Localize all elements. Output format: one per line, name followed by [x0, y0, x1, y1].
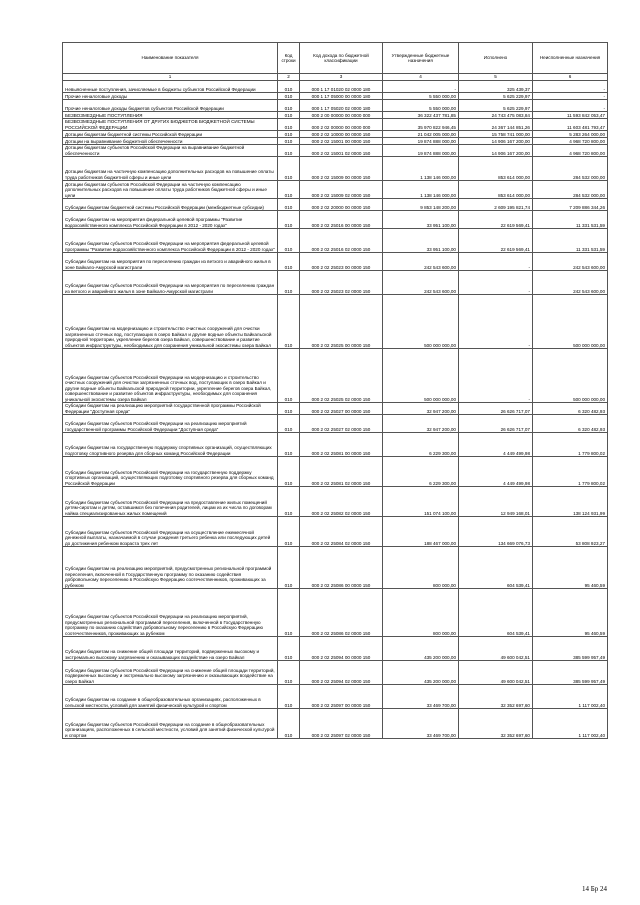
- row-name-cell: Субсидии бюджетам субъектов Российской Федерации на государственную поддержку спортивных организаций, осуществляющих подготовку спортивного резерва для сборных команд Российской Федерации: [63, 457, 278, 487]
- table-row: [63, 517, 608, 547]
- row-rest-cell: 5 283 264 000,00: [533, 131, 608, 138]
- row-name-cell: Субсидии бюджетам на мероприятия федеральной целевой программы "Развитие водохозяйственного комплекса Российской Федерации в 2012 - 2020 годах": [63, 211, 278, 229]
- row-code-cell: 010: [278, 433, 300, 457]
- row-done-cell: 49 600 042,51: [459, 637, 533, 661]
- row-done-cell: 2 609 195 821,74: [459, 199, 533, 211]
- row-code-cell: 010: [278, 211, 300, 229]
- row-kbk-cell: 000 1 17 05000 00 0000 180: [300, 93, 383, 100]
- row-approved-cell: 9 853 148 200,00: [383, 199, 459, 211]
- row-approved-cell: 800 000,00: [383, 589, 459, 637]
- row-done-cell: 14 906 167 200,00: [459, 138, 533, 145]
- row-kbk-cell: 000 2 02 10000 00 0000 150: [300, 131, 383, 138]
- col-header-approved: Утвержденные бюджетные назначения: [383, 43, 459, 74]
- table-row: [63, 157, 608, 181]
- row-rest-cell: 385 599 957,49: [533, 637, 608, 661]
- row-kbk-cell: 000 2 02 25082 02 0000 150: [300, 487, 383, 517]
- row-code-cell: 010: [278, 349, 300, 403]
- row-kbk-cell: 000 2 00 00000 00 0000 000: [300, 112, 383, 119]
- row-rest-cell: 1 779 800,02: [533, 457, 608, 487]
- row-approved-cell: 21 042 005 000,00: [383, 131, 459, 138]
- row-approved-cell: 33 469 700,00: [383, 709, 459, 739]
- row-done-cell: 853 614 000,00: [459, 157, 533, 181]
- row-code-cell: 010: [278, 119, 300, 131]
- row-kbk-cell: 000 2 02 25084 02 0000 150: [300, 517, 383, 547]
- row-approved-cell: 33 951 100,00: [383, 211, 459, 229]
- row-code-cell: 010: [278, 415, 300, 433]
- row-approved-cell: 242 543 600,00: [383, 271, 459, 295]
- row-kbk-cell: 000 2 02 25081 02 0000 150: [300, 457, 383, 487]
- row-code-cell: 010: [278, 199, 300, 211]
- col-number: 1: [63, 74, 278, 81]
- row-approved-cell: 242 543 600,00: [383, 253, 459, 271]
- row-code-cell: 010: [278, 487, 300, 517]
- row-done-cell: 4 449 499,98: [459, 433, 533, 457]
- row-done-cell: 134 669 076,73: [459, 517, 533, 547]
- row-code-cell: 010: [278, 457, 300, 487]
- col-header-name: Наименование показателя: [63, 43, 278, 74]
- column-number-row: [63, 74, 608, 81]
- row-done-cell: 853 614 000,00: [459, 181, 533, 199]
- table-row: [63, 131, 608, 138]
- row-kbk-cell: 000 2 02 25097 02 0000 150: [300, 709, 383, 739]
- row-name-cell: БЕЗВОЗМЕЗДНЫЕ ПОСТУПЛЕНИЯ: [63, 112, 278, 119]
- table-row: [63, 295, 608, 349]
- table-row: [63, 709, 608, 739]
- row-kbk-cell: 000 2 02 25097 00 0000 150: [300, 685, 383, 709]
- row-code-cell: 010: [278, 145, 300, 157]
- row-approved-cell: 5 550 000,00: [383, 93, 459, 100]
- table-row: [63, 81, 608, 93]
- col-number: 5: [459, 74, 533, 81]
- row-rest-cell: 385 599 957,49: [533, 661, 608, 685]
- row-approved-cell: 6 229 300,00: [383, 433, 459, 457]
- row-rest-cell: 242 543 600,00: [533, 253, 608, 271]
- row-name-cell: Субсидии бюджетам субъектов Российской Федерации на предоставление жилых помещений детям-сиротам и детям, оставшимся без попечения родителей, лицам из их числа по договорам найма специализированных жилых помещений: [63, 487, 278, 517]
- row-code-cell: 010: [278, 517, 300, 547]
- col-number: 6: [533, 74, 608, 81]
- row-done-cell: -: [459, 349, 533, 403]
- row-rest-cell: 6 320 482,93: [533, 403, 608, 415]
- table-row: [63, 138, 608, 145]
- row-approved-cell: 19 874 888 000,00: [383, 138, 459, 145]
- row-name-cell: Субсидии бюджетам субъектов Российской Федерации на снижение общей площади территорий, подверженных высокому и экстремально высокому загрязнению и оказывающих воздействие на озеро Байкал: [63, 661, 278, 685]
- row-name-cell: Субсидии бюджетам на реализацию мероприятий, предусмотренных региональной программой переселения, включенной в Государственную программу по оказанию содействия добровольному переселению в Российскую Федерацию соотечественников, проживающих за рубежом: [63, 547, 278, 589]
- row-kbk-cell: 000 2 02 25025 02 0000 150: [300, 349, 383, 403]
- col-header-kbk: Код дохода по бюджетной классификации: [300, 43, 383, 74]
- row-kbk-cell: 000 2 02 25027 00 0000 150: [300, 403, 383, 415]
- table-row: [63, 433, 608, 457]
- table-row: [63, 349, 608, 403]
- row-done-cell: 12 949 168,01: [459, 487, 533, 517]
- row-done-cell: 604 539,41: [459, 547, 533, 589]
- row-done-cell: 24 367 144 851,26: [459, 119, 533, 131]
- row-name-cell: Субсидии бюджетам на модернизацию и строительство очистных сооружений для очистки загрязненных сточных вод, поступающих в озеро Байкал и другие водные объекты Байкальской природной территории, укрепление берегов озера Байкал, совершенствование и развитие объектов инфраструктуры, необходимых для сохранения уникальной экосистемы озера Байкал: [63, 295, 278, 349]
- row-code-cell: 010: [278, 229, 300, 253]
- table-row: [63, 661, 608, 685]
- row-code-cell: 010: [278, 131, 300, 138]
- table-row: [63, 145, 608, 157]
- row-code-cell: 010: [278, 157, 300, 181]
- row-name-cell: Субсидии бюджетам субъектов Российской Федерации на создание в общеобразовательных организациях, расположенных в сельской местности, условий для занятий физической культурой и спортом: [63, 709, 278, 739]
- row-name-cell: Субсидии бюджетам на мероприятия по переселению граждан из ветхого и аварийного жилья в зоне Байкало-Амурской магистрали: [63, 253, 278, 271]
- row-rest-cell: 138 124 931,99: [533, 487, 608, 517]
- row-rest-cell: 95 460,59: [533, 547, 608, 589]
- row-approved-cell: 151 074 100,00: [383, 487, 459, 517]
- row-done-cell: 32 352 697,60: [459, 709, 533, 739]
- row-name-cell: Субсидии бюджетам субъектов Российской Федерации на реализацию мероприятий, предусмотренных региональной программой переселения, включенной в Государственную программу по оказанию содействия добровольному переселению в Российскую Федерацию соотечественников, проживающих за рубежом: [63, 589, 278, 637]
- row-name-cell: Субсидии бюджетам на снижение общей площади территорий, подверженных высокому и экстремально высокому загрязнению и оказывающих воздействие на озеро Байкал: [63, 637, 278, 661]
- row-kbk-cell: 000 2 02 25016 00 0000 150: [300, 211, 383, 229]
- row-done-cell: 604 539,41: [459, 589, 533, 637]
- row-approved-cell: 435 200 000,00: [383, 661, 459, 685]
- row-code-cell: 010: [278, 138, 300, 145]
- row-code-cell: 010: [278, 100, 300, 112]
- row-name-cell: Дотации бюджетам бюджетной системы Российской Федерации: [63, 131, 278, 138]
- table-row: [63, 100, 608, 112]
- row-rest-cell: 4 968 720 800,00: [533, 138, 608, 145]
- col-header-rest: Неисполненные назначения: [533, 43, 608, 74]
- row-rest-cell: 284 532 000,00: [533, 157, 608, 181]
- col-number: 3: [300, 74, 383, 81]
- row-name-cell: Субсидии бюджетам на создание в общеобразовательных организациях, расположенных в сельской местности, условий для занятий физической культурой и спортом: [63, 685, 278, 709]
- row-approved-cell: 32 947 200,00: [383, 403, 459, 415]
- row-kbk-cell: 000 2 02 25023 02 0000 150: [300, 271, 383, 295]
- row-rest-cell: 11 603 481 793,47: [533, 119, 608, 131]
- row-approved-cell: 36 322 437 781,85: [383, 112, 459, 119]
- table-row: [63, 112, 608, 119]
- row-rest-cell: -: [533, 100, 608, 112]
- row-kbk-cell: 000 1 17 05020 02 0000 180: [300, 100, 383, 112]
- row-code-cell: 010: [278, 271, 300, 295]
- row-done-cell: -: [459, 271, 533, 295]
- table-row: [63, 685, 608, 709]
- row-code-cell: 010: [278, 709, 300, 739]
- row-kbk-cell: 000 2 02 15001 02 0000 150: [300, 145, 383, 157]
- row-kbk-cell: 000 2 02 25094 00 0000 150: [300, 637, 383, 661]
- row-done-cell: 4 449 499,98: [459, 457, 533, 487]
- row-kbk-cell: 000 2 02 15009 02 0000 150: [300, 181, 383, 199]
- row-name-cell: Дотации бюджетам субъектов Российской Федерации на выравнивание бюджетной обеспеченности: [63, 145, 278, 157]
- table-row: [63, 637, 608, 661]
- row-kbk-cell: 000 2 02 25094 02 0000 150: [300, 661, 383, 685]
- row-rest-cell: 11 331 531,59: [533, 211, 608, 229]
- row-code-cell: 010: [278, 637, 300, 661]
- row-approved-cell: -: [383, 81, 459, 93]
- row-kbk-cell: 000 2 02 25086 02 0000 150: [300, 589, 383, 637]
- col-header-code: Код строки: [278, 43, 300, 74]
- row-name-cell: Прочие неналоговые доходы: [63, 93, 278, 100]
- row-approved-cell: 800 000,00: [383, 547, 459, 589]
- row-done-cell: 325 439,37: [459, 81, 533, 93]
- row-kbk-cell: 000 2 02 25081 00 0000 150: [300, 433, 383, 457]
- row-kbk-cell: 000 2 02 25027 02 0000 150: [300, 415, 383, 433]
- table-row: [63, 415, 608, 433]
- row-code-cell: 010: [278, 295, 300, 349]
- row-code-cell: 010: [278, 547, 300, 589]
- row-name-cell: Дотации на выравнивание бюджетной обеспеченности: [63, 138, 278, 145]
- table-row: [63, 93, 608, 100]
- table-row: [63, 199, 608, 211]
- table-row: [63, 211, 608, 229]
- table-row: [63, 271, 608, 295]
- col-header-done: Исполнено: [459, 43, 533, 74]
- row-name-cell: БЕЗВОЗМЕЗДНЫЕ ПОСТУПЛЕНИЯ ОТ ДРУГИХ БЮДЖЕТОВ БЮДЖЕТНОЙ СИСТЕМЫ РОССИЙСКОЙ ФЕДЕРАЦИИ: [63, 119, 278, 131]
- row-approved-cell: 5 550 000,00: [383, 100, 459, 112]
- row-kbk-cell: 000 2 02 15001 00 0000 150: [300, 138, 383, 145]
- row-done-cell: -: [459, 295, 533, 349]
- row-code-cell: 010: [278, 112, 300, 119]
- row-done-cell: 49 600 042,51: [459, 661, 533, 685]
- row-rest-cell: 11 593 842 053,47: [533, 112, 608, 119]
- row-code-cell: 010: [278, 181, 300, 199]
- row-done-cell: 14 906 167 200,00: [459, 145, 533, 157]
- table-row: [63, 589, 608, 637]
- row-done-cell: 24 743 475 083,84: [459, 112, 533, 119]
- row-kbk-cell: 000 1 17 01020 02 0000 180: [300, 81, 383, 93]
- table-row: [63, 457, 608, 487]
- header-row: [63, 43, 608, 74]
- row-kbk-cell: 000 2 02 00000 00 0000 000: [300, 119, 383, 131]
- row-done-cell: 15 758 741 000,00: [459, 131, 533, 138]
- row-approved-cell: 35 970 822 946,45: [383, 119, 459, 131]
- row-done-cell: 26 626 717,07: [459, 403, 533, 415]
- row-code-cell: 010: [278, 661, 300, 685]
- row-name-cell: Субсидии бюджетам на государственную поддержку спортивных организаций, осуществляющих подготовку спортивного резерва для сборных команд Российской Федерации: [63, 433, 278, 457]
- row-approved-cell: 500 000 000,00: [383, 295, 459, 349]
- row-rest-cell: -: [533, 81, 608, 93]
- row-code-cell: 010: [278, 93, 300, 100]
- row-rest-cell: 284 532 000,00: [533, 181, 608, 199]
- row-kbk-cell: 000 2 02 15009 00 0000 150: [300, 157, 383, 181]
- row-name-cell: Невыясненные поступления, зачисляемые в бюджеты субъектов Российской Федерации: [63, 81, 278, 93]
- row-name-cell: Дотации бюджетам субъектов Российской Федерации на частичную компенсацию дополнительных расходов на повышение оплаты труда работников бюджетной сферы и иные цели: [63, 181, 278, 199]
- row-code-cell: 010: [278, 403, 300, 415]
- row-name-cell: Субсидии бюджетам на реализацию мероприятий государственной программы Российской Федерации "Доступная среда": [63, 403, 278, 415]
- row-rest-cell: 242 543 600,00: [533, 271, 608, 295]
- row-done-cell: -: [459, 253, 533, 271]
- row-done-cell: 5 625 229,97: [459, 100, 533, 112]
- row-approved-cell: 32 947 200,00: [383, 415, 459, 433]
- row-code-cell: 010: [278, 589, 300, 637]
- row-name-cell: Субсидии бюджетам субъектов Российской Федерации на модернизацию и строительство очистных сооружений для очистки загрязненных сточных вод, поступающих в озеро Байкал и другие водные объекты Байкальской природной территории, укрепление берегов озера Байкал, совершенствование и развитие объектов инфраструктуры, необходимых для сохранения уникальной экосистемы озера Байкал: [63, 349, 278, 403]
- row-code-cell: 010: [278, 253, 300, 271]
- row-code-cell: 010: [278, 81, 300, 93]
- row-done-cell: 5 625 229,97: [459, 93, 533, 100]
- row-rest-cell: 1 779 800,02: [533, 433, 608, 457]
- table-body: [63, 81, 608, 739]
- row-approved-cell: 33 951 100,00: [383, 229, 459, 253]
- row-approved-cell: 1 138 146 000,00: [383, 157, 459, 181]
- row-name-cell: Субсидии бюджетам субъектов Российской Федерации на мероприятия федеральной целевой программы "Развитие водохозяйственного комплекса Российской Федерации в 2012 - 2020 годах": [63, 229, 278, 253]
- table-row: [63, 403, 608, 415]
- col-number: 4: [383, 74, 459, 81]
- row-rest-cell: 95 460,59: [533, 589, 608, 637]
- table-row: [63, 487, 608, 517]
- row-rest-cell: 500 000 000,00: [533, 295, 608, 349]
- row-done-cell: 22 619 569,41: [459, 229, 533, 253]
- income-table: [62, 42, 608, 739]
- table-row: [63, 119, 608, 131]
- row-name-cell: Субсидии бюджетам субъектов Российской Федерации на реализацию мероприятий государственной программы Российской Федерации "Доступная среда": [63, 415, 278, 433]
- row-done-cell: 26 626 717,07: [459, 415, 533, 433]
- row-rest-cell: -: [533, 93, 608, 100]
- row-rest-cell: 6 320 482,93: [533, 415, 608, 433]
- row-rest-cell: 500 000 000,00: [533, 349, 608, 403]
- row-name-cell: Субсидии бюджетам субъектов Российской Федерации на осуществление ежемесячной денежной выплаты, назначаемой в случае рождения третьего ребенка или последующих детей до достижения ребенком возраста трех лет: [63, 517, 278, 547]
- row-approved-cell: 19 874 888 000,00: [383, 145, 459, 157]
- row-kbk-cell: 000 2 02 25086 00 0000 150: [300, 547, 383, 589]
- row-kbk-cell: 000 2 02 20000 00 0000 150: [300, 199, 383, 211]
- row-name-cell: Субсидии бюджетам субъектов Российской Федерации на мероприятия по переселению граждан из ветхого и аварийного жилья в зоне Байкало-Амурской магистрали: [63, 271, 278, 295]
- row-kbk-cell: 000 2 02 25016 02 0000 150: [300, 229, 383, 253]
- col-number: 2: [278, 74, 300, 81]
- row-rest-cell: 1 117 002,40: [533, 685, 608, 709]
- report-page: [62, 42, 607, 739]
- row-approved-cell: 1 138 146 000,00: [383, 181, 459, 199]
- row-approved-cell: 500 000 000,00: [383, 349, 459, 403]
- row-approved-cell: 435 200 000,00: [383, 637, 459, 661]
- row-approved-cell: 6 229 300,00: [383, 457, 459, 487]
- row-rest-cell: 53 808 923,27: [533, 517, 608, 547]
- row-kbk-cell: 000 2 02 25023 00 0000 150: [300, 253, 383, 271]
- row-rest-cell: 1 117 002,40: [533, 709, 608, 739]
- row-rest-cell: 7 209 886 344,26: [533, 199, 608, 211]
- page-footer: 14 Бр 24: [581, 885, 607, 893]
- row-name-cell: Прочие неналоговые доходы бюджетов субъектов Российской Федерации: [63, 100, 278, 112]
- row-done-cell: 32 352 697,60: [459, 685, 533, 709]
- table-row: [63, 181, 608, 199]
- row-name-cell: Субсидии бюджетам бюджетной системы Российской Федерации (межбюджетные субсидии): [63, 199, 278, 211]
- row-rest-cell: 4 968 720 800,00: [533, 145, 608, 157]
- row-approved-cell: 33 469 700,00: [383, 685, 459, 709]
- row-done-cell: 22 619 569,41: [459, 211, 533, 229]
- table-row: [63, 547, 608, 589]
- table-row: [63, 253, 608, 271]
- row-kbk-cell: 000 2 02 25025 00 0000 150: [300, 295, 383, 349]
- row-approved-cell: 188 467 000,00: [383, 517, 459, 547]
- table-row: [63, 229, 608, 253]
- row-name-cell: Дотации бюджетам на частичную компенсацию дополнительных расходов на повышение оплаты труда работников бюджетной сферы и иные цели: [63, 157, 278, 181]
- row-rest-cell: 11 331 531,59: [533, 229, 608, 253]
- row-code-cell: 010: [278, 685, 300, 709]
